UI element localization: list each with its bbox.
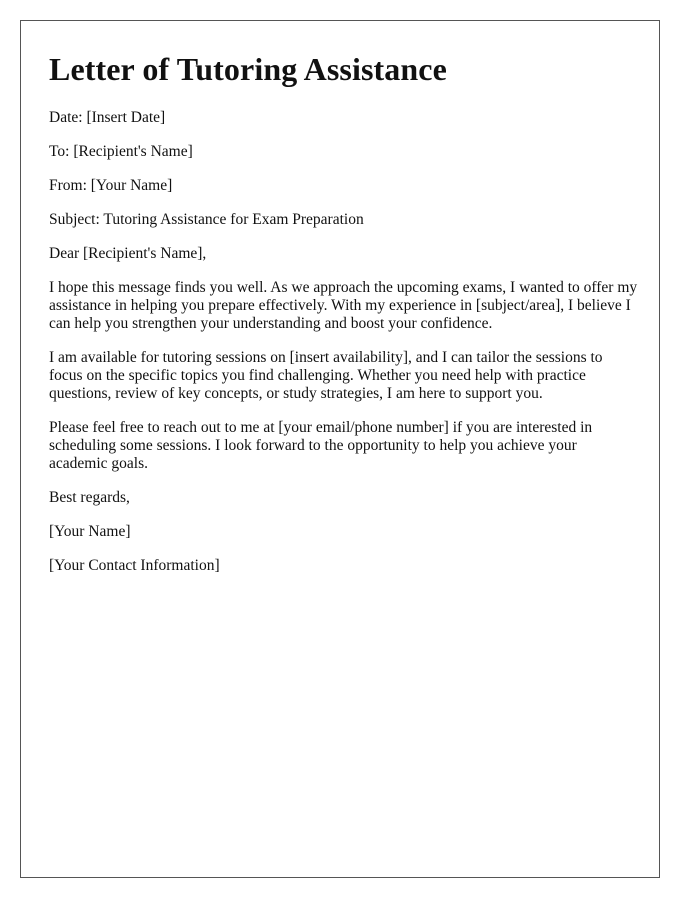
to-line: To: [Recipient's Name]	[49, 143, 193, 160]
signature-name: [Your Name]	[49, 523, 131, 540]
letter-page	[20, 20, 660, 878]
closing: Best regards,	[49, 489, 130, 506]
letter-content	[49, 51, 639, 591]
body-paragraph: I hope this message finds you well. As we approach the upcoming exams, I wanted to offer my assistance in helping you prepare effectively. With my experience in [subject/area], I believe I can help you strengthen your understanding and boost your confidence.	[49, 279, 638, 332]
letter-title: Letter of Tutoring Assistance	[49, 51, 447, 87]
body-paragraph: Please feel free to reach out to me at [your email/phone number] if you are interested in scheduling some sessions. I look forward to the opportunity to help you achieve your academic goals.	[49, 419, 593, 472]
signature-contact: [Your Contact Information]	[49, 557, 220, 574]
date-line: Date: [Insert Date]	[49, 109, 166, 126]
salutation: Dear [Recipient's Name],	[49, 245, 207, 262]
subject-line: Subject: Tutoring Assistance for Exam Preparation	[49, 211, 364, 228]
from-line: From: [Your Name]	[49, 177, 173, 194]
body-paragraph: I am available for tutoring sessions on [insert availability], and I can tailor the sessions to focus on the specific topics you find challenging. Whether you need help with practice questions, review of key concepts, or study strategies, I am here to support you.	[49, 349, 603, 402]
